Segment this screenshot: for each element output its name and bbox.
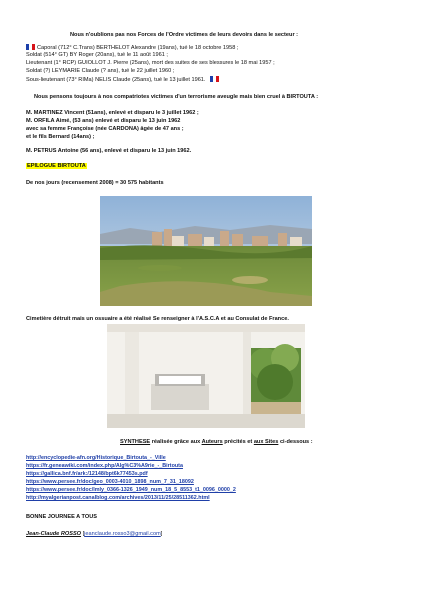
- victim-line-1: Caporal (712° C.Trans) BERTHELOT Alexandre (19ans), tué le 18 octobre 1958 ;: [26, 44, 238, 52]
- french-flag-icon: [210, 76, 219, 82]
- victim-line-5: Sous-lieutenant (73° RIMa) NELIS Claude (25ans), tué le 13 juillet 1961.: [26, 76, 221, 84]
- source-link-2[interactable]: https://fr.geneawiki.com/index.php/Alg%C3%A9rie_-_Birtouta: [26, 463, 183, 469]
- synthese-text: SYNTHESE réalisée grâce aux Auteurs précités et aux Sites ci-dessous :: [120, 439, 313, 445]
- author-email-link[interactable]: jeanclaude.rosso3@gmail.com: [84, 531, 161, 537]
- civil-line-petrus: M. PETRUS Antoine (56 ans), enlevé et disparu le 13 juin 1962.: [26, 148, 192, 154]
- signature: Jean-Claude ROSSO [jeanclaude.rosso3@gmail.com]: [26, 531, 163, 537]
- ossuary-photo: [107, 324, 305, 428]
- greeting-text: BONNE JOURNEE A TOUS: [26, 514, 97, 520]
- population-text: De nos jours (recensement 2008) = 30 575 habitants: [26, 180, 164, 186]
- civil-line-3: avec sa femme Françoise (née CARDONA) âgée de 47 ans ;: [26, 126, 184, 132]
- author-name: Jean-Claude ROSSO: [26, 531, 82, 537]
- cemetery-caption: Cimetière détruit mais un ossuaire a été réalisé Se renseigner à l'A.S.C.A et au Consulat de France.: [26, 316, 289, 322]
- victim-line-4: Soldat (?) LEYMARIE Claude (? ans), tué le 22 juillet 1960 ;: [26, 68, 175, 74]
- civil-line-4: et le fils Bernard (14ans) ;: [26, 134, 95, 140]
- source-link-1[interactable]: http://encyclopedie-afn.org/Historique_Birtouta_-_Ville: [26, 455, 166, 461]
- source-link-4[interactable]: https://www.persee.fr/doc/geo_0003-4010_1898_num_7_31_18092: [26, 479, 194, 485]
- epilogue-heading: EPILOGUE BIRTOUTA: [27, 163, 86, 169]
- victim-line-3: Lieutenant (1° RCP) GUIOLLOT J. Pierre (25ans), mort des suites de ses blessures le 18 mai 1957 ;: [26, 60, 275, 66]
- intro-text: Nous n'oublions pas nos Forces de l'Ordre victimes de leurs devoirs dans le secteur :: [70, 32, 299, 38]
- compatriots-intro: Nous pensons toujours à nos compatriotes victimes d'un terrorisme aveugle mais bien cruel à BIRTOUTA :: [34, 94, 319, 100]
- source-link-6[interactable]: http://myalgerianpost.canalblog.com/archives/2013/11/25/28511362.html: [26, 495, 210, 501]
- source-link-3[interactable]: https://gallica.bnf.fr/ark:/12148/bpt6k77453s.pdf: [26, 471, 148, 477]
- civil-line-1: M. MARTINEZ Vincent (51ans), enlevé et disparu le 3 juillet 1962 ;: [26, 110, 199, 116]
- source-link-5[interactable]: https://www.persee.fr/doc/lmly_0366-1326_1949_num_18_5_8553_t1_0096_0000_2: [26, 487, 236, 493]
- civil-line-2: M. ORFILA Aimé, (53 ans) enlevé et disparu le 13 juin 1962: [26, 118, 181, 124]
- french-flag-icon: [26, 44, 35, 50]
- victim-line-2: Soldat (514° GT) BY Roger (20ans), tué le 11 août 1961 ;: [26, 52, 168, 58]
- birtouta-landscape-photo: [100, 196, 312, 306]
